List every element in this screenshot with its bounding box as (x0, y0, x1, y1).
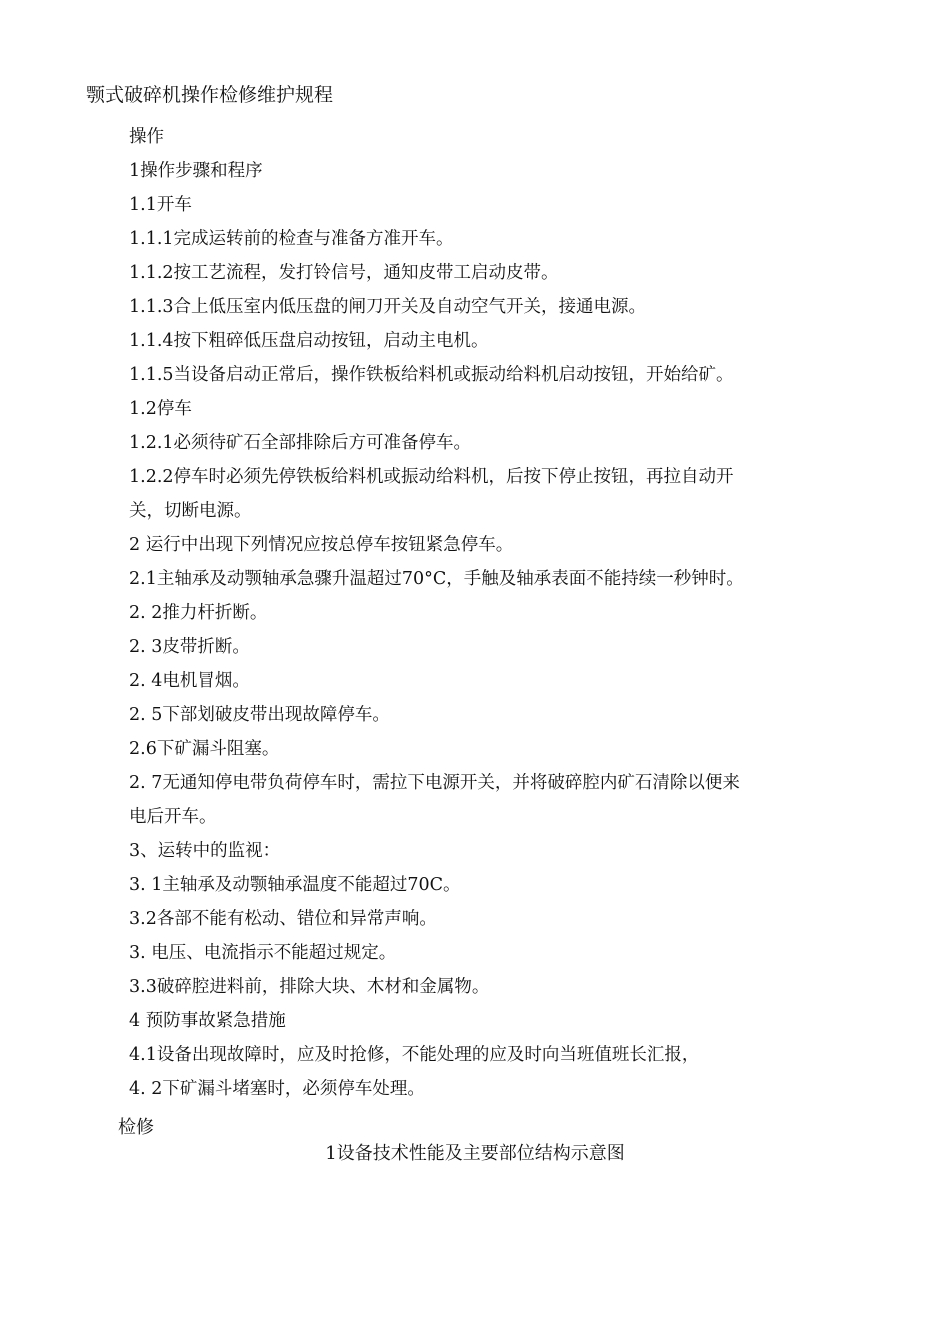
paragraph-line: 1.1.4按下粗碎低压盘启动按钮，启动主电机。 (129, 331, 489, 351)
paragraph-line: 3. 电压、电流指示不能超过规定。 (129, 943, 397, 963)
paragraph-line: 1.1.5当设备启动正常后，操作铁板给料机或振动给料机启动按钮，开始给矿。 (129, 365, 734, 385)
paragraph-line: 3.2各部不能有松动、错位和异常声响。 (129, 909, 437, 929)
section-title-maintenance: 检修 (118, 1117, 154, 1138)
document-body (129, 120, 849, 1106)
paragraph-line: 1.2.1必须待矿石全部排除后方可准备停车。 (129, 433, 472, 453)
paragraph-line: 1.1开车 (129, 195, 192, 215)
document-title: 颚式破碎机操作检修维护规程 (86, 84, 334, 106)
paragraph-line: 1操作步骤和程序 (129, 161, 263, 181)
paragraph-line: 1.1.3合上低压室内低压盘的闸刀开关及自动空气开关，接通电源。 (129, 297, 647, 317)
paragraph-line: 3.3破碎腔进料前，排除大块、木材和金属物。 (129, 977, 490, 997)
paragraph-line: 3、运转中的监视： (129, 841, 281, 861)
paragraph-line: 4 预防事故紧急措施 (129, 1011, 286, 1031)
paragraph-line: 4.1设备出现故障时，应及时抢修，不能处理的应及时向当班值班长汇报， (129, 1045, 700, 1065)
paragraph-line: 2.1主轴承及动颚轴承急骤升温超过70°C，手触及轴承表面不能持续一秒钟时。 (129, 569, 744, 589)
paragraph-line: 1.2停车 (129, 399, 192, 419)
section-title-operation: 操作 (129, 127, 164, 147)
paragraph-line: 4. 2下矿漏斗堵塞时，必须停车处理。 (129, 1079, 425, 1099)
paragraph-line: 2 运行中出现下列情况应按总停车按钮紧急停车。 (129, 535, 514, 555)
paragraph-line: 2. 7无通知停电带负荷停车时，需拉下电源开关，并将破碎腔内矿石清除以便来 (129, 773, 740, 793)
paragraph-line: 2. 2推力杆折断。 (129, 603, 268, 623)
paragraph-line: 1.1.2按工艺流程，发打铃信号，通知皮带工启动皮带。 (129, 263, 559, 283)
paragraph-line: 1.2.2停车时必须先停铁板给料机或振动给料机，后按下停止按钮，再拉自动开 (129, 467, 734, 487)
paragraph-line: 2. 4电机冒烟。 (129, 671, 250, 691)
paragraph-line: 3. 1主轴承及动颚轴承温度不能超过70C。 (129, 875, 461, 895)
paragraph-line: 电后开车。 (129, 807, 217, 827)
paragraph-line: 2.6下矿漏斗阻塞。 (129, 739, 280, 759)
paragraph-line: 2. 5下部划破皮带出现故障停车。 (129, 705, 390, 725)
paragraph-line: 关，切断电源。 (129, 501, 252, 521)
paragraph-line: 2. 3皮带折断。 (129, 637, 250, 657)
paragraph-line: 1.1.1完成运转前的检查与准备方准开车。 (129, 229, 454, 249)
subsection-heading: 1设备技术性能及主要部位结构示意图 (325, 1143, 625, 1164)
